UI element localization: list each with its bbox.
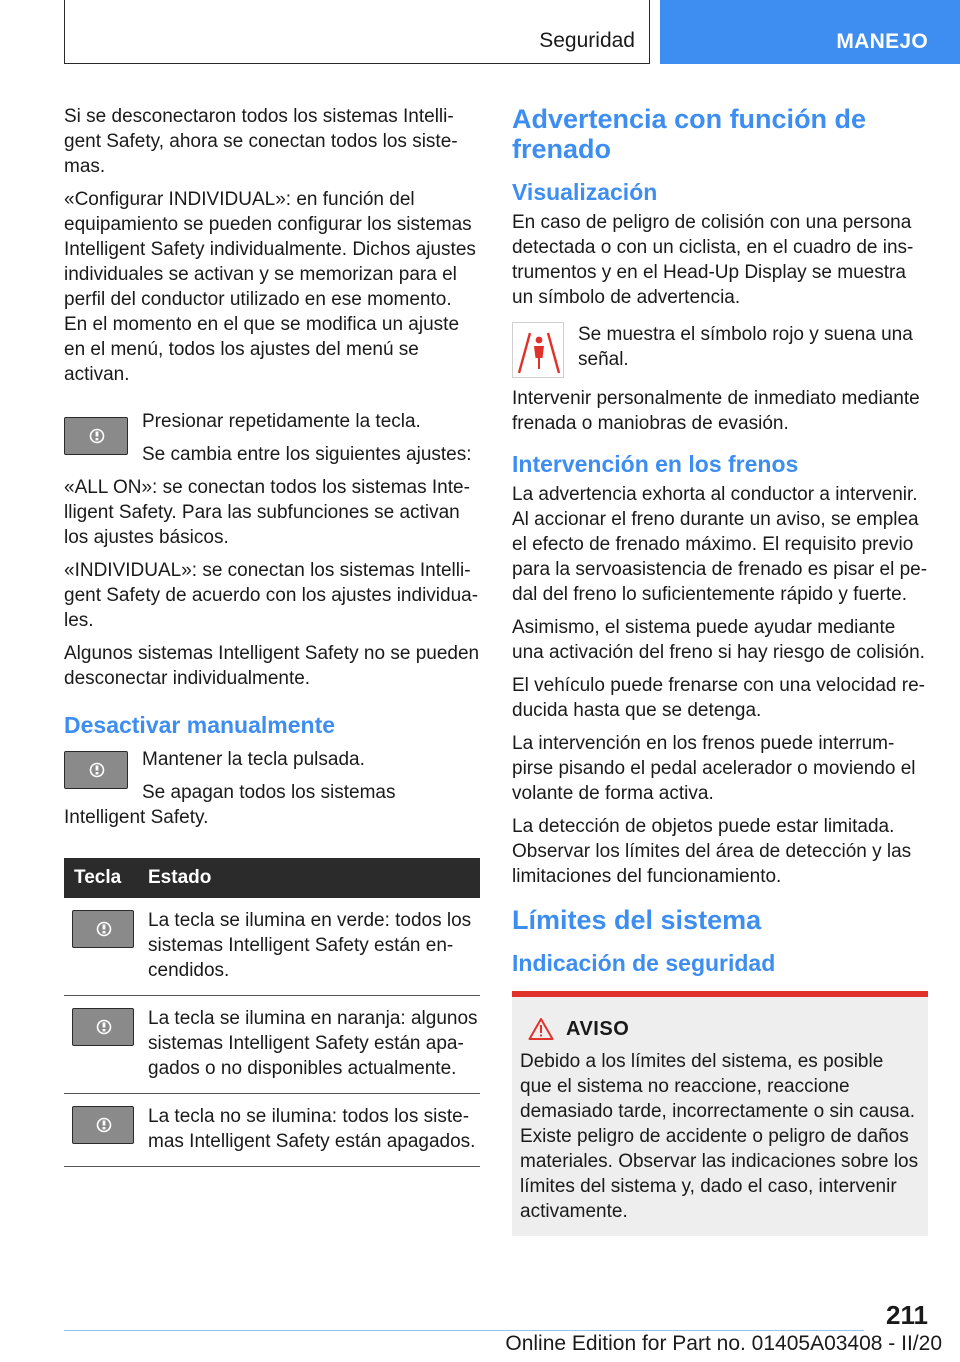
footer-divider [64,1330,864,1331]
key-instruction-text: Presionar repetidamente la tecla. [142,411,421,432]
paragraph: La detección de objetos puede estar limitada. Observar los límites del área de detección y las limitaciones del funcionamiento. [512,816,912,887]
intelligent-safety-key-icon [72,910,134,948]
heading-visualizacion: Visualización [512,179,658,205]
intelligent-safety-key-icon [72,1008,134,1046]
key-instruction-text: Se apagan todos los sistemas Intelligent Safety. [64,782,396,828]
table-row [64,898,480,996]
heading-indicacion: Indicación de seguridad [512,950,776,976]
heading-limites: Límites del sistema [512,905,762,935]
heading-desactivar: Desactivar manualmente [64,712,336,738]
collision-warning-icon [512,322,564,378]
warning-triangle-icon [528,1017,554,1041]
paragraph: La advertencia exhorta al conductor a intervenir. Al accionar el freno durante un aviso, se emplea el efecto de frenado máximo. El requisito previo para la servoasistencia de frenado es pisar el pedal del freno lo suficientemente rápido y fuerte. [512,484,928,605]
intelligent-safety-key-icon [64,417,128,455]
paragraph: «INDIVIDUAL»: se conectan los sistemas Intelligent Safety de acuerdo con los ajustes individuales. [64,560,479,631]
paragraph: «ALL ON»: se conectan todos los sistemas Intelligent Safety. Para las subfunciones se activan los ajustes básicos. [64,477,470,548]
notice-text: Debido a los límites del sistema, es posible que el sistema no reaccione, reaccione demasiado tarde, incorrectamente o sin causa. Existe peligro de accidente o peligro de daños materiales. Observar las indicaciones sobre los límites del sistema y, dado el caso, intervenir activamente. [520,1051,919,1222]
key-instruction-2 [64,747,480,830]
paragraph: Intervenir personalmente de inmediato mediante frenada o maniobras de evasión. [512,388,920,434]
left-column [64,104,480,1167]
paragraph: El vehículo puede frenarse con una velocidad reducida hasta que se detenga. [512,675,925,721]
paragraph: Si se desconectaron todos los sistemas Intelligent Safety, ahora se conectan todos los sistemas. [64,106,458,177]
chapter-tab [660,0,960,64]
paragraph: Algunos sistemas Intelligent Safety no se pueden desconectar individualmente. [64,643,480,689]
key-instruction-1 [64,409,480,467]
paragraph: Asimismo, el sistema puede ayudar mediante una activación del freno si hay riesgo de colisión. [512,617,925,663]
table-row [64,1094,480,1167]
table-header-status: Estado [148,867,212,888]
key-instruction-text: Mantener la tecla pulsada. [142,749,365,770]
warning-symbol-row [512,322,928,382]
table-header-key: Tecla [74,867,122,888]
table-header [64,858,480,898]
intelligent-safety-key-icon [72,1106,134,1144]
table-cell-status: La tecla no se ilumina: todos los sistemas Intelligent Safety están apagados. [148,1106,476,1152]
key-instruction-text: Se cambia entre los siguientes ajustes: [142,444,472,465]
key-status-table [64,858,480,1167]
table-row [64,996,480,1094]
footer-edition: Online Edition for Part no. 01405A03408 - II/20 [505,1332,942,1355]
header-frame [64,0,650,64]
paragraph: «Configurar INDIVIDUAL»: en función del equipamiento se pueden configurar los sistemas Intelligent Safety individualmente. Dichos ajustes individuales se activan y se memorizan para el perfil del conductor utilizado en ese momento. En el momento en el que se modifica un ajuste en el menú, todos los ajustes del menú se activan. [64,189,476,385]
page-number: 211 [886,1300,928,1330]
heading-intervencion: Intervención en los frenos [512,451,799,477]
paragraph: La intervención en los frenos puede interrumpirse pisando el pedal acelerador o moviendo el volante de forma activa. [512,733,916,804]
notice-title: AVISO [566,1017,630,1040]
right-column [512,104,928,1236]
paragraph: En caso de peligro de colisión con una persona detectada o con un ciclista, en el cuadro de instrumentos y en el Head-Up Display se muestra un símbolo de advertencia. [512,212,914,308]
table-cell-status: La tecla se ilumina en naranja: algunos sistemas Intelligent Safety están apagados o no disponibles actualmente. [148,1008,478,1079]
safety-notice [512,991,928,1236]
intelligent-safety-key-icon [64,751,128,789]
warning-symbol-text: Se muestra el símbolo rojo y suena una señal. [578,324,913,370]
section-title: Seguridad [539,29,635,52]
heading-advertencia: Advertencia con función de frenado [512,104,867,164]
table-cell-status: La tecla se ilumina en verde: todos los sistemas Intelligent Safety están encendidos. [148,910,472,981]
chapter-tab-label: MANEJO [836,30,928,53]
